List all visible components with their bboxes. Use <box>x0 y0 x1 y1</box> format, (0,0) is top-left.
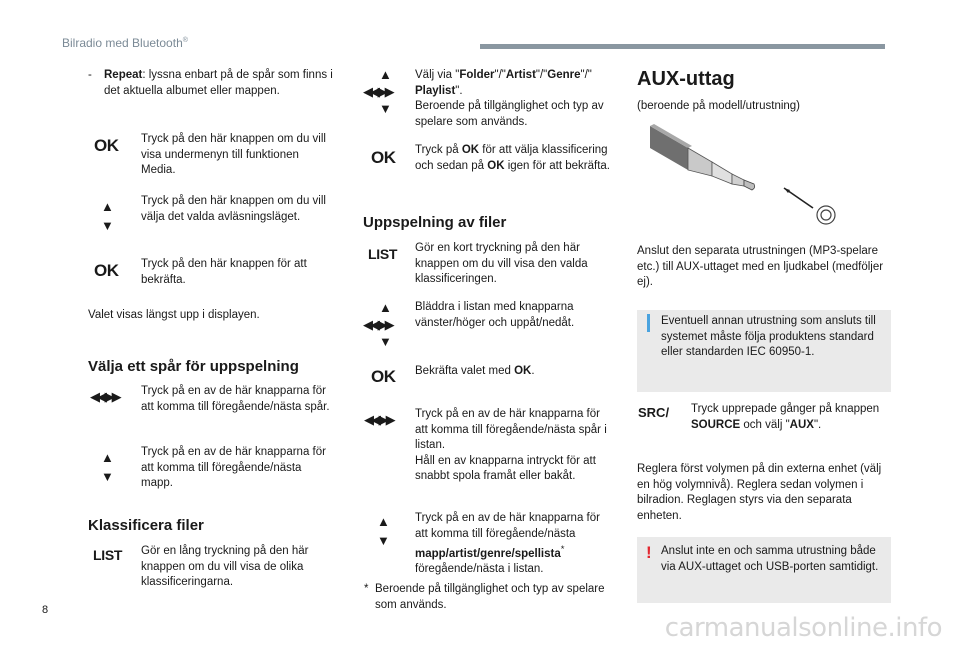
browse-list-text: Bläddra i listan med knapparna vänster/höger och uppåt/nedåt. <box>415 301 575 329</box>
arrow-up-icon: ▲ <box>101 450 114 465</box>
ok-button-icon: OK <box>94 261 119 280</box>
list-short-press-text: Gör en kort tryckning på den här knappen om du vill visa den valda klassificeringen. <box>415 242 588 285</box>
list-button-icon: LIST <box>93 547 123 563</box>
ok-classify-text: Tryck på OK för att välja klassificering och sedan på OK igen för att bekräfta. <box>415 144 610 172</box>
arrow-down-icon: ▼ <box>101 469 114 484</box>
section-heading-klassificera: Klassificera filer <box>88 517 204 534</box>
ok-media-text: Tryck på den här knappen om du vill visa undermenyn till funktionen Media. <box>141 133 326 176</box>
list-button-icon: LIST <box>368 246 398 262</box>
ok-button-icon: OK <box>94 136 119 155</box>
watermark: carmanualsonline.info <box>664 613 942 643</box>
bullet-dash: - <box>88 69 92 81</box>
list-long-press-text: Gör en lång tryckning på den här knappen om du vill visa de olika klassificeringarna. <box>141 545 309 588</box>
src-instruction-text: Tryck upprepade gånger på knappen SOURCE och välj "AUX". <box>691 403 880 431</box>
footnote-text: Beroende på tillgänglighet och typ av spelare som används. <box>375 583 605 611</box>
info-text: Eventuell annan utrustning som ansluts till systemet måste följa produktens standard eller standarden IEC 60950-1. <box>661 315 876 358</box>
ok-button-icon: OK <box>371 148 396 167</box>
cross-navigation-icon: ▲ ◀◀ ▶▶ ▼ <box>363 300 392 349</box>
valj-via-text: Välj via "Folder"/"Artist"/"Genre"/" Playlist". Beroende på tillgänglighet och typ av spelare som används. <box>415 69 604 128</box>
volume-text: Reglera först volymen på din externa enhet (välj en hög volymnivå). Reglera sedan volymen i bilradion. Reglagen styrs via den separata enheten. <box>637 463 882 522</box>
arrow-down-icon: ▼ <box>377 533 390 548</box>
confirm-ok-text: Bekräfta valet med OK. <box>415 365 535 377</box>
aux-title: AUX-uttag <box>637 68 735 90</box>
aux-connect-text: Anslut den separata utrustningen (MP3-spelare etc.) till AUX-uttaget med en ljudkabel (medföljer ej). <box>637 245 884 288</box>
warning-icon: ! <box>646 543 652 562</box>
page-number: 8 <box>42 604 49 616</box>
list-track-text: Tryck på en av de här knapparna för att komma till föregående/nästa spår i listan. Håll en av knapparna intryckt för att snabbt spola framåt eller bakåt. <box>415 408 607 482</box>
header-rule <box>480 44 885 49</box>
footnote-marker: * <box>364 583 369 595</box>
section-heading-valja: Välja ett spår för uppspelning <box>88 358 299 375</box>
cross-navigation-icon: ▲ ◀◀ ▶▶ ▼ <box>363 67 392 116</box>
arrow-up-icon: ▲ <box>377 514 390 529</box>
folder-prev-next-text: Tryck på en av de här knapparna för att komma till föregående/nästa mapp. <box>141 446 326 489</box>
track-prev-next-text: Tryck på en av de här knapparna för att komma till föregående/nästa spår. <box>141 385 330 413</box>
repeat-description: Repeat: lyssna enbart på de spår som finns i det aktuella albumet eller mappen. <box>104 69 333 97</box>
page-header-title: Bilradio med Bluetooth® <box>62 36 188 50</box>
warning-text: Anslut inte en och samma utrustning både via AUX-uttaget och USB-porten samtidigt. <box>661 545 879 573</box>
ok-confirm-text: Tryck på den här knappen för att bekräfta. <box>141 258 307 286</box>
arrow-left-right-icon: ◀◀ ▶▶ <box>90 389 119 404</box>
aux-cable-illustration <box>650 122 850 228</box>
updown-select-text: Tryck på den här knappen om du vill välja det valda avläsningsläget. <box>141 195 326 223</box>
arrow-up-icon: ▲ <box>101 199 114 214</box>
aux-subtitle: (beroende på modell/utrustning) <box>637 100 801 112</box>
src-button-icon: SRC/ <box>638 405 670 420</box>
arrow-down-icon: ▼ <box>101 218 114 233</box>
valet-text: Valet visas längst upp i displayen. <box>88 309 260 321</box>
section-heading-uppspelning: Uppspelning av filer <box>363 214 507 231</box>
info-icon <box>647 314 650 332</box>
ok-button-icon: OK <box>371 367 396 386</box>
arrow-left-right-icon: ◀◀ ▶▶ <box>364 412 393 427</box>
category-prev-next-text: Tryck på en av de här knapparna för att komma till föregående/nästa mapp/artist/genre/spellista* föregående/nästa i listan. <box>415 512 600 576</box>
